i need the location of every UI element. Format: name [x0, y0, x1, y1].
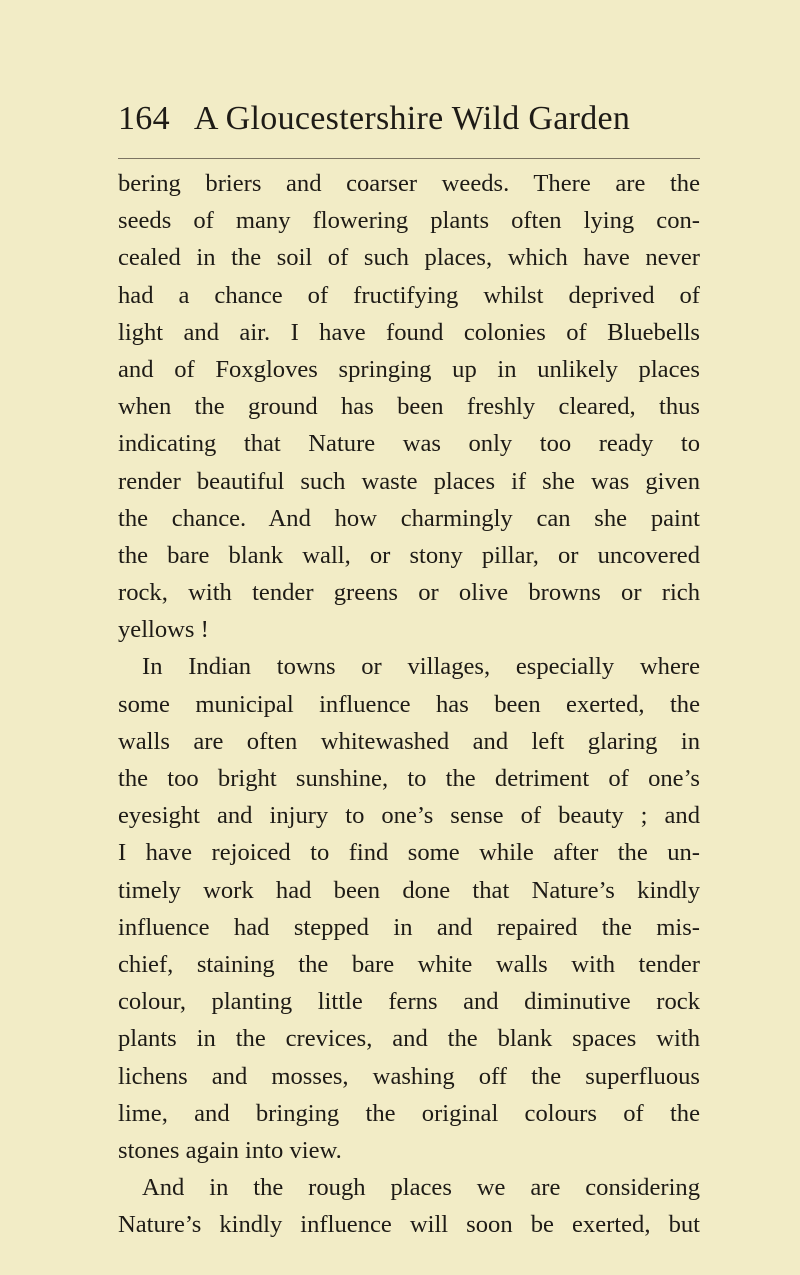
- text-line: lichens and mosses, washing off the superfluous: [118, 1062, 700, 1090]
- text-line: the bare blank wall, or stony pillar, or uncovered: [118, 541, 700, 569]
- text-line: influence had stepped in and repaired the mis-: [118, 913, 700, 941]
- text-line: chief, staining the bare white walls with tender: [118, 950, 700, 978]
- text-line: and of Foxgloves springing up in unlikely places: [118, 355, 700, 383]
- text-line: cealed in the soil of such places, which have never: [118, 244, 700, 272]
- text-line: Nature’s kindly influence will soon be exerted, but: [118, 1211, 700, 1239]
- text-line: some municipal influence has been exerted, the: [118, 690, 700, 718]
- page-number: 164: [118, 100, 170, 137]
- text-line: indicating that Nature was only too ready to: [118, 430, 700, 458]
- text-line: In Indian towns or villages, especially where: [142, 653, 700, 681]
- text-line: when the ground has been freshly cleared, thus: [118, 393, 700, 421]
- text-line: plants in the crevices, and the blank spaces with: [118, 1025, 700, 1053]
- text-line: I have rejoiced to find some while after the un-: [118, 839, 700, 867]
- text-line: seeds of many flowering plants often lying con-: [118, 207, 700, 235]
- text-line: eyesight and injury to one’s sense of beauty ; and: [118, 802, 700, 830]
- text-line: lime, and bringing the original colours of the: [118, 1099, 700, 1127]
- text-line: render beautiful such waste places if she was given: [118, 467, 700, 495]
- text-line: light and air. I have found colonies of Bluebells: [118, 318, 700, 346]
- text-line: the chance. And how charmingly can she paint: [118, 504, 700, 532]
- text-line: colour, planting little ferns and diminutive rock: [118, 988, 700, 1016]
- text-line: timely work had been done that Nature’s kindly: [118, 876, 700, 904]
- text-line: bering briers and coarser weeds. There are the: [118, 170, 700, 197]
- header-rule: [118, 158, 700, 159]
- body-text: [118, 165, 700, 1243]
- text-line: stones again into view.: [118, 1136, 342, 1164]
- text-line: the too bright sunshine, to the detriment of one’s: [118, 765, 700, 792]
- running-header: [118, 95, 718, 143]
- text-line: had a chance of fructifying whilst deprived of: [118, 281, 700, 309]
- text-line: yellows !: [118, 616, 209, 644]
- text-line: rock, with tender greens or olive browns or rich: [118, 579, 700, 607]
- text-line: walls are often whitewashed and left glaring in: [118, 727, 700, 755]
- running-title: A Gloucestershire Wild Garden: [193, 100, 631, 137]
- text-line: And in the rough places we are considering: [142, 1174, 700, 1202]
